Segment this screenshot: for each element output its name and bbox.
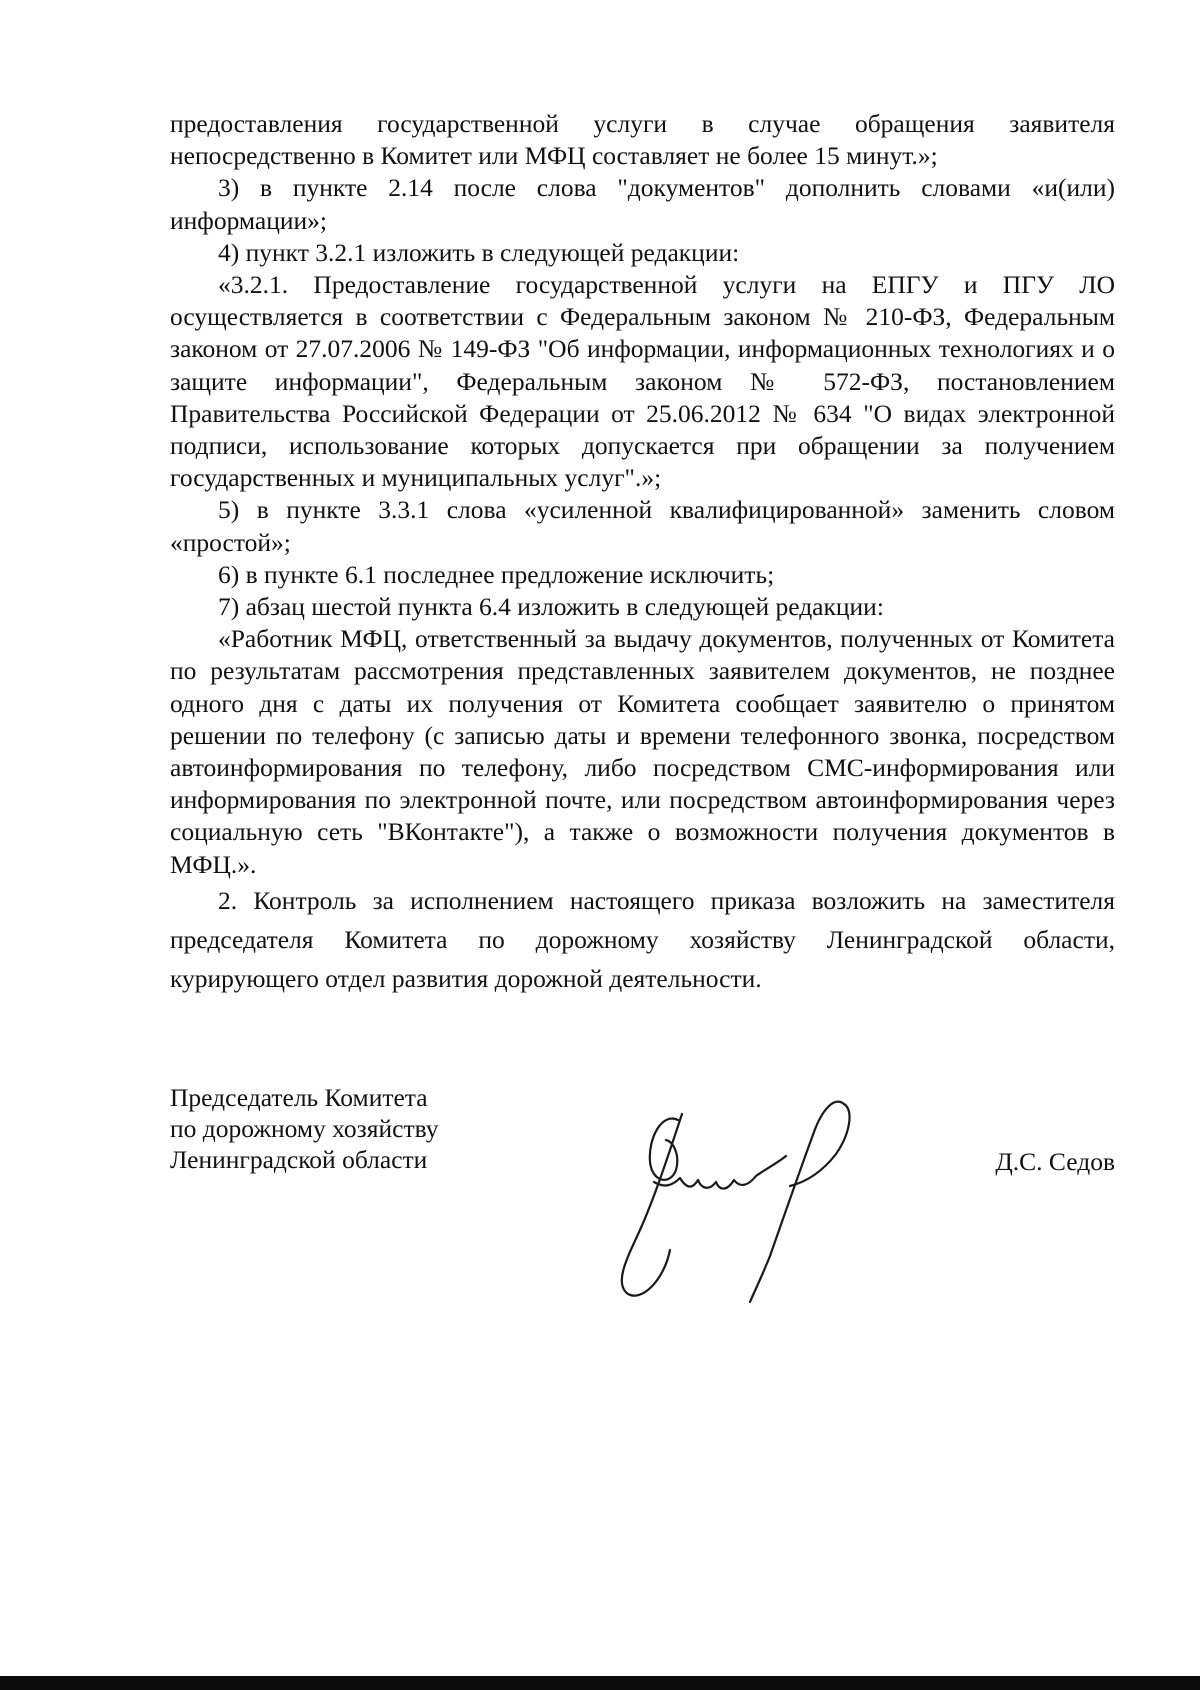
paragraph-quote-3-2-1: «3.2.1. Предоставление государственной услуги на ЕПГУ и ПГУ ЛО осуществляется в соответствии с Федеральным законом № 210-ФЗ, Федеральным законом от 27.07.2006 № 149-ФЗ "Об информации, информационных технологиях и о защите информации", Федеральным законом № 572-ФЗ, постановлением Правительства Российской Федерации от 25.06.2012 № 634 "О видах электронной подписи, использование которых допускается при обращении за получением государственных и муниципальных услуг".»; xyxy=(170,270,1115,493)
scan-bottom-edge xyxy=(0,1676,1200,1690)
paragraph-quote-6-4: «Работник МФЦ, ответственный за выдачу документов, полученных от Комитета по результатам рассмотрения представленных заявителем документов, не позднее одного дня с даты их получения от Комитета сообщает заявителю о принятом решении по телефону (с записью даты и времени телефонного звонка, посредством автоинформирования по телефону, либо посредством СМС-информирования или информирования по электронной почте, или посредством автоинформирования через социальную сеть "ВКонтакте"), а также о возможности получения документов в МФЦ.». xyxy=(170,624,1115,879)
paragraph-item-4: 4) пункт 3.2.1 изложить в следующей редакции: xyxy=(218,237,740,267)
document-body xyxy=(170,108,1115,998)
paragraph-item-3: 3) в пункте 2.14 после слова "документов" дополнить словами «и(или) информации»; xyxy=(170,173,1115,235)
signatory-title-line: Ленинградской области xyxy=(170,1145,428,1174)
signatory-title xyxy=(170,1082,439,1175)
paragraph-item-5: 5) в пункте 3.3.1 слова «усиленной квалифицированной» заменить словом «простой»; xyxy=(170,495,1115,557)
paragraph-item-7: 7) абзац шестой пункта 6.4 изложить в следующей редакции: xyxy=(218,592,884,622)
paragraph-item-6: 6) в пункте 6.1 последнее предложение исключить; xyxy=(218,559,775,589)
handwritten-signature xyxy=(600,1090,910,1320)
paragraph-continuation: предоставления государственной услуги в случае обращения заявителя непосредственно в Комитет или МФЦ составляет не более 15 минут.»; xyxy=(170,109,1115,171)
signatory-name: Д.С. Седов xyxy=(995,1147,1115,1176)
paragraph-control-2: 2. Контроль за исполнением настоящего приказа возложить на заместителя председателя Комитета по дорожному хозяйству Ленинградской области, курирующего отдел развития дорожной деятельности. xyxy=(170,885,1115,993)
signatory-title-line: по дорожному хозяйству xyxy=(170,1114,439,1143)
signatory-title-line: Председатель Комитета xyxy=(170,1083,428,1112)
